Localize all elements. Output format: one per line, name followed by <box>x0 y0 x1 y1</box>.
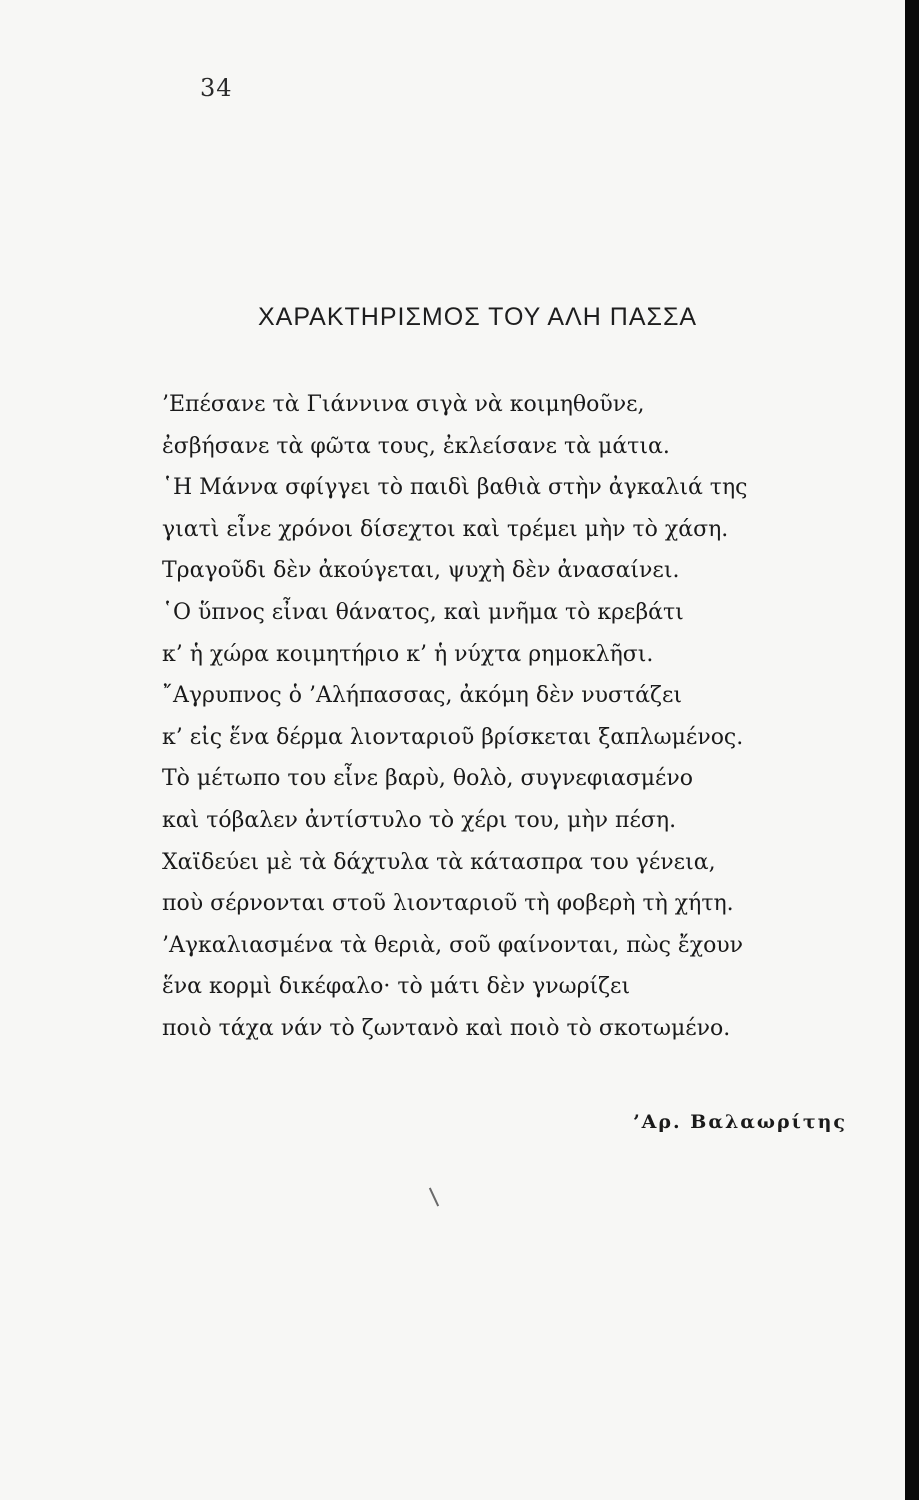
poem-line: ’Επέσανε τὰ Γιάννινα σιγὰ νὰ κοιμηθοῦνε, <box>162 392 645 417</box>
poem-line: κ’ ἡ χώρα κοιμητήριο κ’ ἡ νύχτα ρημοκλῆσι. <box>162 641 654 667</box>
poem-line: καὶ τόβαλεν ἀντίστυλο τὸ χέρι του, μὴν πέση. <box>162 807 677 833</box>
poem-line: ῾Η Μάννα σφίγγει τὸ παιδὶ βαθιὰ στὴν ἀγκαλιά της <box>162 475 748 501</box>
poem-line: κ’ εἰς ἕνα δέρμα λιονταριοῦ βρίσκεται ξαπλωμένος. <box>162 724 744 750</box>
page-edge-shadow <box>905 0 919 1500</box>
poem-line: ῾Ο ὕπνος εἶναι θάνατος, καὶ μνῆμα τὸ κρεβάτι <box>162 599 684 625</box>
poem-line: Τραγοῦδι δὲν ἀκούγεται, ψυχὴ δὲν ἀνασαίνει. <box>162 558 680 584</box>
page-number: 34 <box>200 74 233 102</box>
poem-line: ’Αγκαλιασμένα τὰ θεριὰ, σοῦ φαίνονται, πὼς ἔχουν <box>162 932 744 958</box>
poem-line: ποὺ σέρνονται στοῦ λιονταριοῦ τὴ φοβερὴ τὴ χήτη. <box>162 891 734 917</box>
poem-line: ποιὸ τάχα νάν τὸ ζωντανὸ καὶ ποιὸ τὸ σκοτωμένο. <box>162 1015 731 1041</box>
stray-ink-mark <box>429 1188 439 1207</box>
poem-line: γιατὶ εἶνε χρόνοι δίσεχτοι καὶ τρέμει μὴν τὸ χάση. <box>162 516 729 542</box>
poem-line: ἐσβήσανε τὰ φῶτα τους, ἐκλείσανε τὰ μάτια. <box>162 433 670 459</box>
poem-line: Τὸ μέτωπο του εἶνε βαρὺ, θολὸ, συγνεφιασμένο <box>162 766 694 792</box>
poem-line: Χαϊδεύει μὲ τὰ δάχτυλα τὰ κάτασπρα του γένεια, <box>162 849 716 875</box>
poem-line: ἕνα κορμὶ δικέφαλο· τὸ μάτι δὲν γνωρίζει <box>162 974 631 1000</box>
author-signature: ’Αρ. Βαλαωρίτης <box>633 1111 847 1133</box>
poem-body <box>162 384 862 1050</box>
poem-title: ΧΑΡΑΚΤΗΡΙΣΜΟΣ ΤΟΥ ΑΛΗ ΠΑΣΣΑ <box>258 303 698 331</box>
poem-line: ῎Αγρυπνος ὁ ’Αλήπασσας, ἀκόμη δὲν νυστάζει <box>162 683 682 709</box>
